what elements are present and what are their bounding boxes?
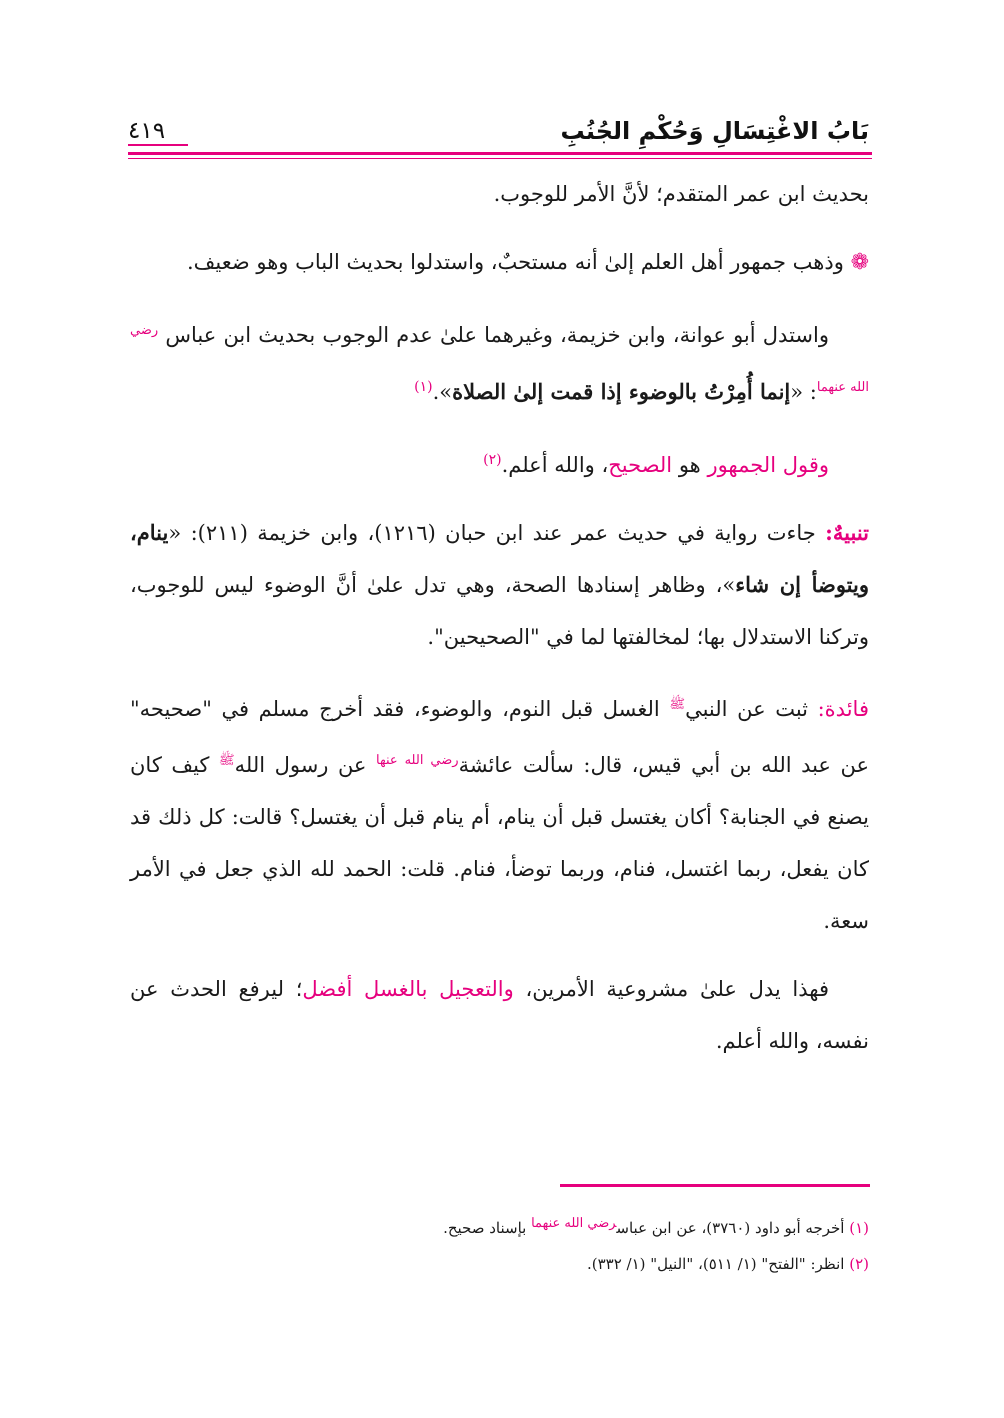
footnotes [130,1206,869,1282]
header-rule-thin [128,158,872,159]
paragraph-3: واستدل أبو عوانة، وابن خزيمة، وغيرهما علىٰ عدم الوجوب بحديث ابن عباس $^{رضي الله عنهما}$: «إنما أُمِرْتُ بالوضوء إذا قمت إلىٰ الصلاة».$^{(١)}$ [130,323,869,404]
flower-icon: ❁ [850,250,869,275]
footnote-separator [560,1184,870,1187]
benefit-label: فائدة: [817,697,869,721]
paragraph-1: بحديث ابن عمر المتقدم؛ لأنَّ الأمر للوجوب. [493,182,869,206]
header-rule-tab [128,144,188,146]
honorific-glyph: رضي الله عنهما [130,323,869,395]
hadith-quote-2: ينام، ويتوضأ إن شاء [130,520,869,597]
chapter-title: بَابُ الاغْتِسَالِ وَحُكْمِ الجُنُبِ [560,117,869,145]
paragraph-4: وقول الجمهور هو الصحيح، والله أعلم.$^{(٢)}$ [483,452,829,477]
paragraph-6: فائدة: ثبت عن النبي$^ﷺ$ الغسل قبل النوم، والوضوء، فقد أخرج مسلم في "صحيحه" عن عبد الله بن أبي قيس، قال: سألت عائشة$^{رضي الله عنها}$ عن رسول الله$^ﷺ$ كيف كان يصنع في الجنابة؟ أكان يغتسل قبل أن ينام، أم ينام قبل أن يغتسل؟ قالت: كل ذلك قد كان يفعل، ربما اغتسل، فنام، وربما توضأ، فنام. قلت: الحمد لله الذي جعل في الأمر سعة. [130,697,869,933]
footnote-1: (١) أخرجه أبو داود (٣٧٦٠)، عن ابن عباسرضي الله عنهما بإسناد صحيح. [443,1216,869,1237]
note-label: تنبيهٌ: [825,520,870,545]
paragraph-7: فهذا يدل علىٰ مشروعية الأمرين، والتعجيل بالغسل أفضل؛ ليرفع الحدث عن نفسه، والله أعلم. [130,977,869,1053]
footnote-2: (٢) انظر: "الفتح" (١/ ٥١١)، "النيل" (١/ ٣٣٢). [586,1255,869,1273]
footnote-ref-1[interactable]: (١) [414,379,433,395]
footnote-ref-2[interactable]: (٢) [483,452,502,468]
page-number: ٤١٩ [128,118,166,144]
main-text [130,168,869,1083]
header-rule-thick [128,152,872,155]
paragraph-5: تنبيهٌ: جاءت رواية في حديث عمر عند ابن حبان (١٢١٦)، وابن خزيمة (٢١١): «ينام، ويتوضأ إن شاء»، وظاهر إسنادها الصحة، وهي تدل علىٰ أنَّ الوضوء ليس للوجوب، وتركنا الاستدلال بها؛ لمخالفتها لما في "الصحيحين". [130,520,870,649]
hadith-quote: إنما أُمِرْتُ بالوضوء إذا قمت إلىٰ الصلاة [452,379,791,404]
paragraph-2: ❁ وذهب جمهور أهل العلم إلىٰ أنه مستحبٌ، واستدلوا بحديث الباب وهو ضعيف. [186,250,869,275]
